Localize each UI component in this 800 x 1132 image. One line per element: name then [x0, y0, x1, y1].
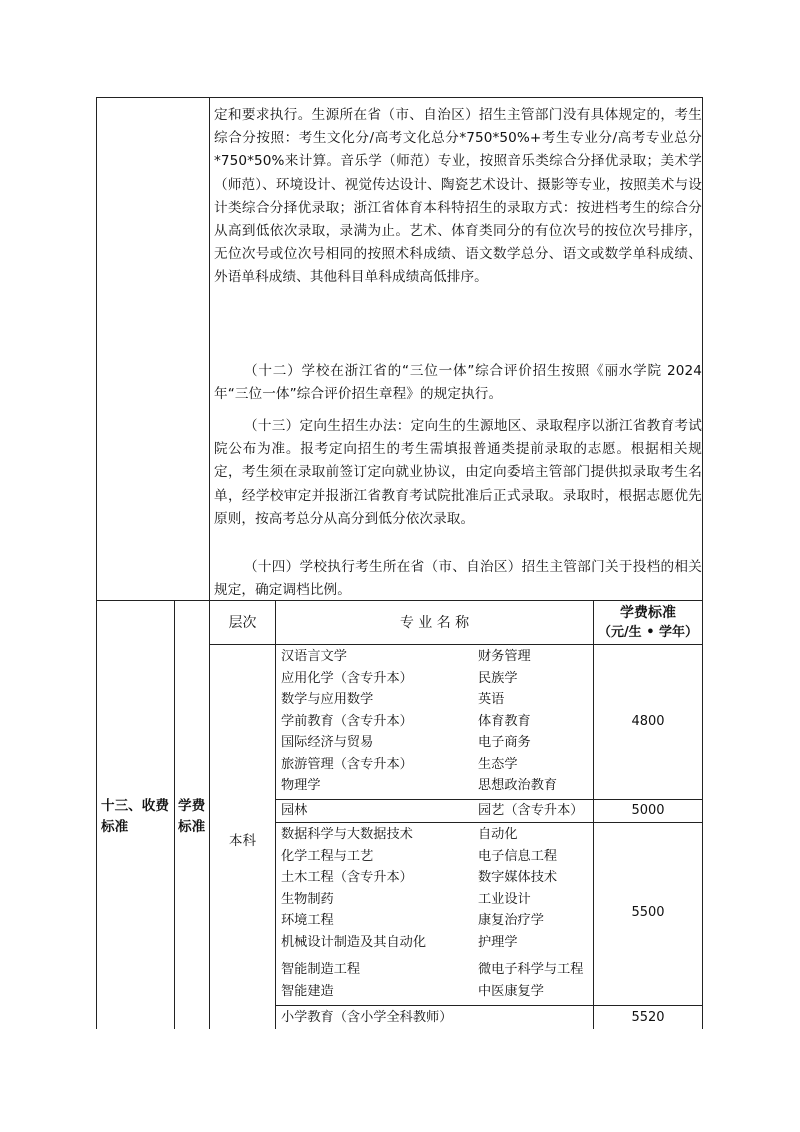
major-item: 思想政治教育 [478, 778, 558, 793]
group-divider-3 [275, 1005, 703, 1006]
major-item: 生物制药 [281, 891, 334, 907]
major-item: 英语 [478, 692, 505, 707]
fee-col-divider-1 [174, 600, 175, 1029]
fee-value: 4800 [631, 714, 665, 729]
section-label: 十三、收费标准 [101, 798, 169, 835]
major-item: 应用化学（含专升本） [281, 670, 413, 686]
major-item: 机械设计制造及其自动化 [281, 934, 427, 950]
major-item: 旅游管理（含专升本） [281, 756, 413, 772]
major-item: 园艺（含专升本） [478, 803, 584, 818]
header-fee-unit: （元/生 • 学年） [597, 625, 699, 640]
level-value: 本科 [228, 833, 257, 849]
major-item: 智能建造 [281, 983, 334, 999]
major-item: 园林 [281, 803, 308, 818]
major-item: 护理学 [478, 934, 518, 950]
header-major: 专 业 名 称 [399, 615, 470, 631]
major-item: 汉语言文学 [281, 649, 347, 664]
major-item: 微电子科学与工程 [478, 962, 584, 977]
header-level: 层次 [228, 615, 257, 631]
major-item: 物理学 [281, 778, 321, 793]
sub-label: 学费标准 [178, 798, 206, 835]
paragraph-13: （十三）定向生招生办法：定向生的生源地区、录取程序以浙江省教育考试院公布为准。报考定向招生的考生需填报普通类提前录取的志愿。根据相关规定，考生须在录取前签订定向就业协议，由定向委培主管部门提供拟录取考生名单，经学校审定并报浙江省教育考试院批准后正式录取。录取时，根据志愿优先原则，按高考总分从高分到低分依次录取。 [214, 418, 702, 527]
fee-value: 5000 [631, 803, 665, 818]
major-item: 电子商务 [478, 735, 531, 750]
major-item: 电子信息工程 [478, 848, 558, 864]
major-item: 民族学 [478, 670, 518, 686]
header-fee: 学费标准 [620, 605, 676, 621]
table-left-border [96, 97, 97, 1029]
major-item: 土木工程（含专升本） [281, 870, 413, 885]
table-right-border [702, 97, 703, 1029]
admission-paragraph: 定和要求执行。生源所在省（市、自治区）招生主管部门没有具体规定的，考生综合分按照：考生文化分/高考文化总分*750*50%+考生专业分/高考专业总分*750*50%来计算。音乐学（师范）专业，按照音乐类综合分择优录取；美术学（师范）、环境设计、视觉传达设计、陶瓷艺术设计、摄影等专业，按照美术与设计类综合分择优录取；浙江省体育本科特招生的录取方式：按进档考生的综合分从高到低依次录取，录满为止。艺术、体育类同分的有位次号的按位次号排序，无位次号或位次号相同的按照术科成绩、语文数学总分、语文或数学单科成绩、外语单科成绩、其他科目单科成绩高低排序。 [214, 107, 702, 286]
major-item: 数据科学与大数据技术 [281, 827, 413, 842]
major-item: 化学工程与工艺 [281, 848, 374, 864]
group-divider-2 [275, 822, 703, 823]
paragraph-14: （十四）学校执行考生所在省（市、自治区）招生主管部门关于投档的相关规定，确定调档比例。 [214, 559, 702, 599]
major-item: 自动化 [478, 827, 518, 842]
fee-col-divider-3 [275, 600, 276, 1029]
major-item: 数学与应用数学 [281, 692, 374, 707]
fee-value: 5500 [631, 905, 665, 920]
major-item: 中医康复学 [478, 983, 544, 999]
major-item: 智能制造工程 [281, 962, 361, 977]
fee-value: 5520 [631, 1010, 665, 1025]
major-item: 体育教育 [478, 713, 531, 729]
major-item: 财务管理 [478, 649, 531, 664]
upper-content-divider [209, 97, 210, 600]
paragraph-12: （十二）学校在浙江省的“三位一体”综合评价招生按照《丽水学院 2024 年“三位一体”综合评价招生章程》的规定执行。 [214, 363, 702, 403]
major-item: 国际经济与贸易 [281, 735, 374, 750]
major-item: 康复治疗学 [478, 913, 544, 928]
major-item: 生态学 [478, 756, 518, 772]
major-item: 学前教育（含专升本） [281, 713, 413, 729]
fee-col-divider-2 [209, 600, 210, 1029]
major-item: 工业设计 [478, 891, 531, 907]
table-top-border [96, 97, 703, 98]
major-item: 数字媒体技术 [478, 870, 558, 885]
major-item: 小学教育（含小学全科教师） [281, 1010, 453, 1025]
major-item: 环境工程 [281, 913, 334, 928]
fee-header-bottom [209, 644, 703, 645]
